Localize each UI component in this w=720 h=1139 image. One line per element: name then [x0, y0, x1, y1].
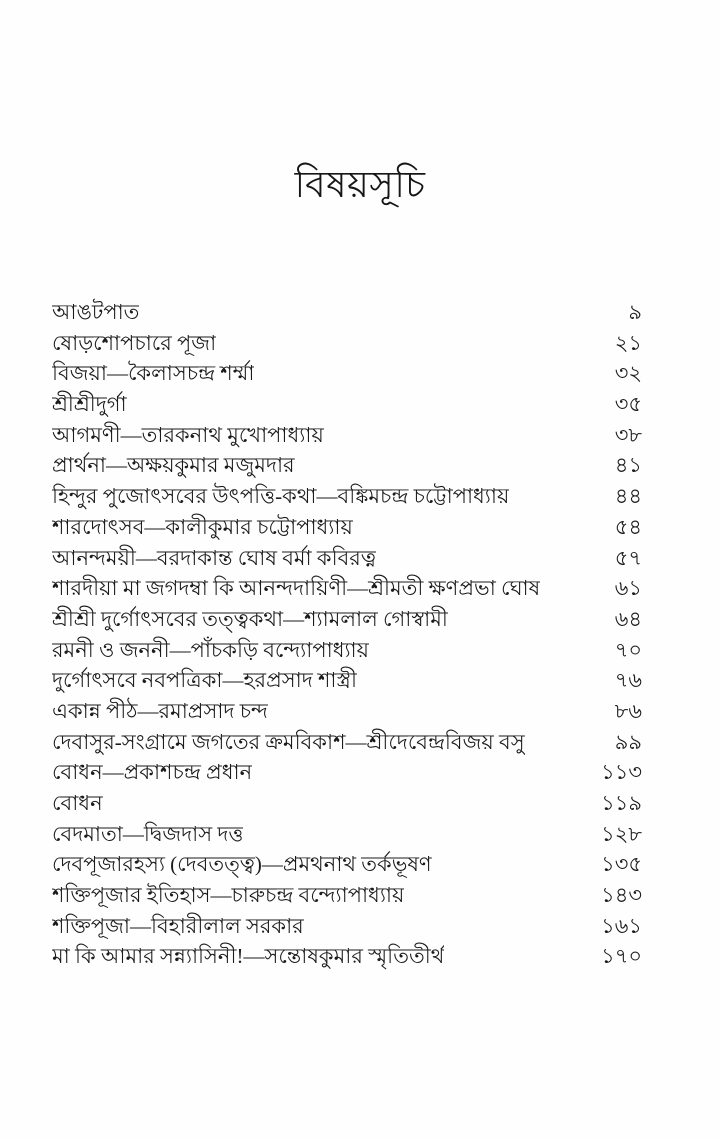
toc-entry	[52, 604, 642, 635]
entry-title: আঙটপাত	[52, 300, 140, 324]
entry-title: হিন্দুর পুজোৎসবের উৎপত্তি-কথা—বঙ্কিমচন্দ্র চট্টোপাধ্যায়	[52, 484, 510, 509]
toc-entry	[52, 328, 642, 359]
entry-page-number: ৭৬	[614, 668, 642, 693]
page-title: বিষয়সূচি	[294, 165, 426, 206]
entry-page-number: ১১৯	[601, 791, 642, 815]
entry-page-number: ৩৫	[614, 392, 642, 417]
toc-entry	[52, 389, 642, 420]
entry-page-number: ১৬১	[601, 913, 642, 938]
entry-page-number: ১৭০	[601, 944, 642, 969]
toc-entry	[52, 450, 642, 481]
entry-page-number: ৫৭	[614, 545, 642, 570]
toc-entry	[52, 819, 642, 850]
entry-title: শারদীয়া মা জগদম্বা কি আনন্দদায়িণী—শ্রীমতী ক্ষণপ্রভা ঘোষ	[52, 576, 541, 601]
entry-page-number: ৪১	[614, 453, 642, 478]
entry-page-number: ৮৬	[614, 698, 642, 723]
entry-page-number: ১১৩	[601, 760, 642, 785]
toc-entry	[52, 941, 642, 972]
entry-page-number: ৩৮	[614, 422, 642, 447]
entry-title: শ্রীশ্রী দুর্গোৎসবের তত্ত্বকথা—শ্যামলাল গোস্বামী	[52, 606, 448, 631]
toc-entry	[52, 420, 642, 451]
entry-page-number: ৩২	[614, 361, 642, 386]
entry-page-number: ৭০	[614, 637, 642, 662]
entry-title: মা কি আমার সন্ন্যাসিনী!—সন্তোষকুমার স্মৃতিতীর্থ	[52, 944, 445, 969]
entry-page-number: ২১	[614, 330, 642, 355]
entry-title: দেবাসুর-সংগ্রামে জগতের ক্রমবিকাশ—শ্রীদেবেন্দ্রবিজয় বসু	[52, 729, 525, 754]
entry-page-number: ৯৯	[614, 729, 642, 754]
entry-title: শক্তিপূজা—বিহারীলাল সরকার	[52, 913, 304, 938]
entry-title: বেদমাতা—দ্বিজদাস দত্ত	[52, 821, 244, 846]
entry-title: বোধন—প্রকাশচন্দ্র প্রধান	[52, 760, 253, 785]
entry-title: ষোড়শোপচারে পূজা	[52, 330, 217, 355]
entry-page-number: ১২৮	[601, 821, 642, 846]
toc-entry	[52, 665, 642, 696]
toc-entry	[52, 481, 642, 512]
entry-title: আনন্দময়ী—বরদাকান্ত ঘোষ বর্মা কবিরত্ন	[52, 545, 377, 570]
entry-title: দুর্গোৎসবে নবপত্রিকা—হরপ্রসাদ শাস্ত্রী	[52, 668, 357, 693]
entry-title: আগমণী—তারকনাথ মুখোপাধ্যায়	[52, 422, 324, 447]
entry-page-number: ১৪৩	[601, 883, 642, 908]
entry-page-number: ১৩৫	[601, 852, 642, 877]
entry-title: দেবপূজারহস্য (দেবতত্ত্ব)—প্রমথনাথ তর্কভূষণ	[52, 852, 432, 877]
entry-page-number: ৪৪	[614, 484, 642, 509]
entry-title: শ্রীশ্রীদুর্গা	[52, 392, 127, 417]
toc-entry	[52, 880, 642, 911]
toc-entry	[52, 788, 642, 819]
entry-title: শক্তিপূজার ইতিহাস—চারুচন্দ্র বন্দ্যোপাধ্যায়	[52, 883, 405, 908]
entry-page-number: ৯	[628, 300, 642, 324]
toc-entry	[52, 635, 642, 666]
entry-title: বোধন	[52, 791, 103, 815]
toc-entry	[52, 358, 642, 389]
toc-entry	[52, 512, 642, 543]
entry-title: রমনী ও জননী—পাঁচকড়ি বন্দ্যোপাধ্যায়	[52, 637, 370, 662]
entry-title: শারদোৎসব—কালীকুমার চট্টোপাধ্যায়	[52, 514, 353, 539]
toc-entry	[52, 727, 642, 758]
entry-page-number: ৫৪	[614, 514, 642, 539]
entry-title: বিজয়া—কৈলাসচন্দ্র শর্ম্মা	[52, 361, 255, 386]
toc-entry	[52, 573, 642, 604]
entry-page-number: ৬৪	[614, 606, 642, 631]
toc-entry	[52, 911, 642, 942]
entry-title: প্রার্থনা—অক্ষয়কুমার মজুমদার	[52, 453, 295, 478]
entry-page-number: ৬১	[614, 576, 642, 601]
toc-entry	[52, 849, 642, 880]
entry-title: একান্ন পীঠ—রমাপ্রসাদ চন্দ	[52, 698, 268, 723]
toc-entry	[52, 696, 642, 727]
toc-entry	[52, 297, 642, 328]
toc-entry	[52, 757, 642, 788]
toc-entry	[52, 543, 642, 574]
toc-list	[52, 297, 642, 972]
